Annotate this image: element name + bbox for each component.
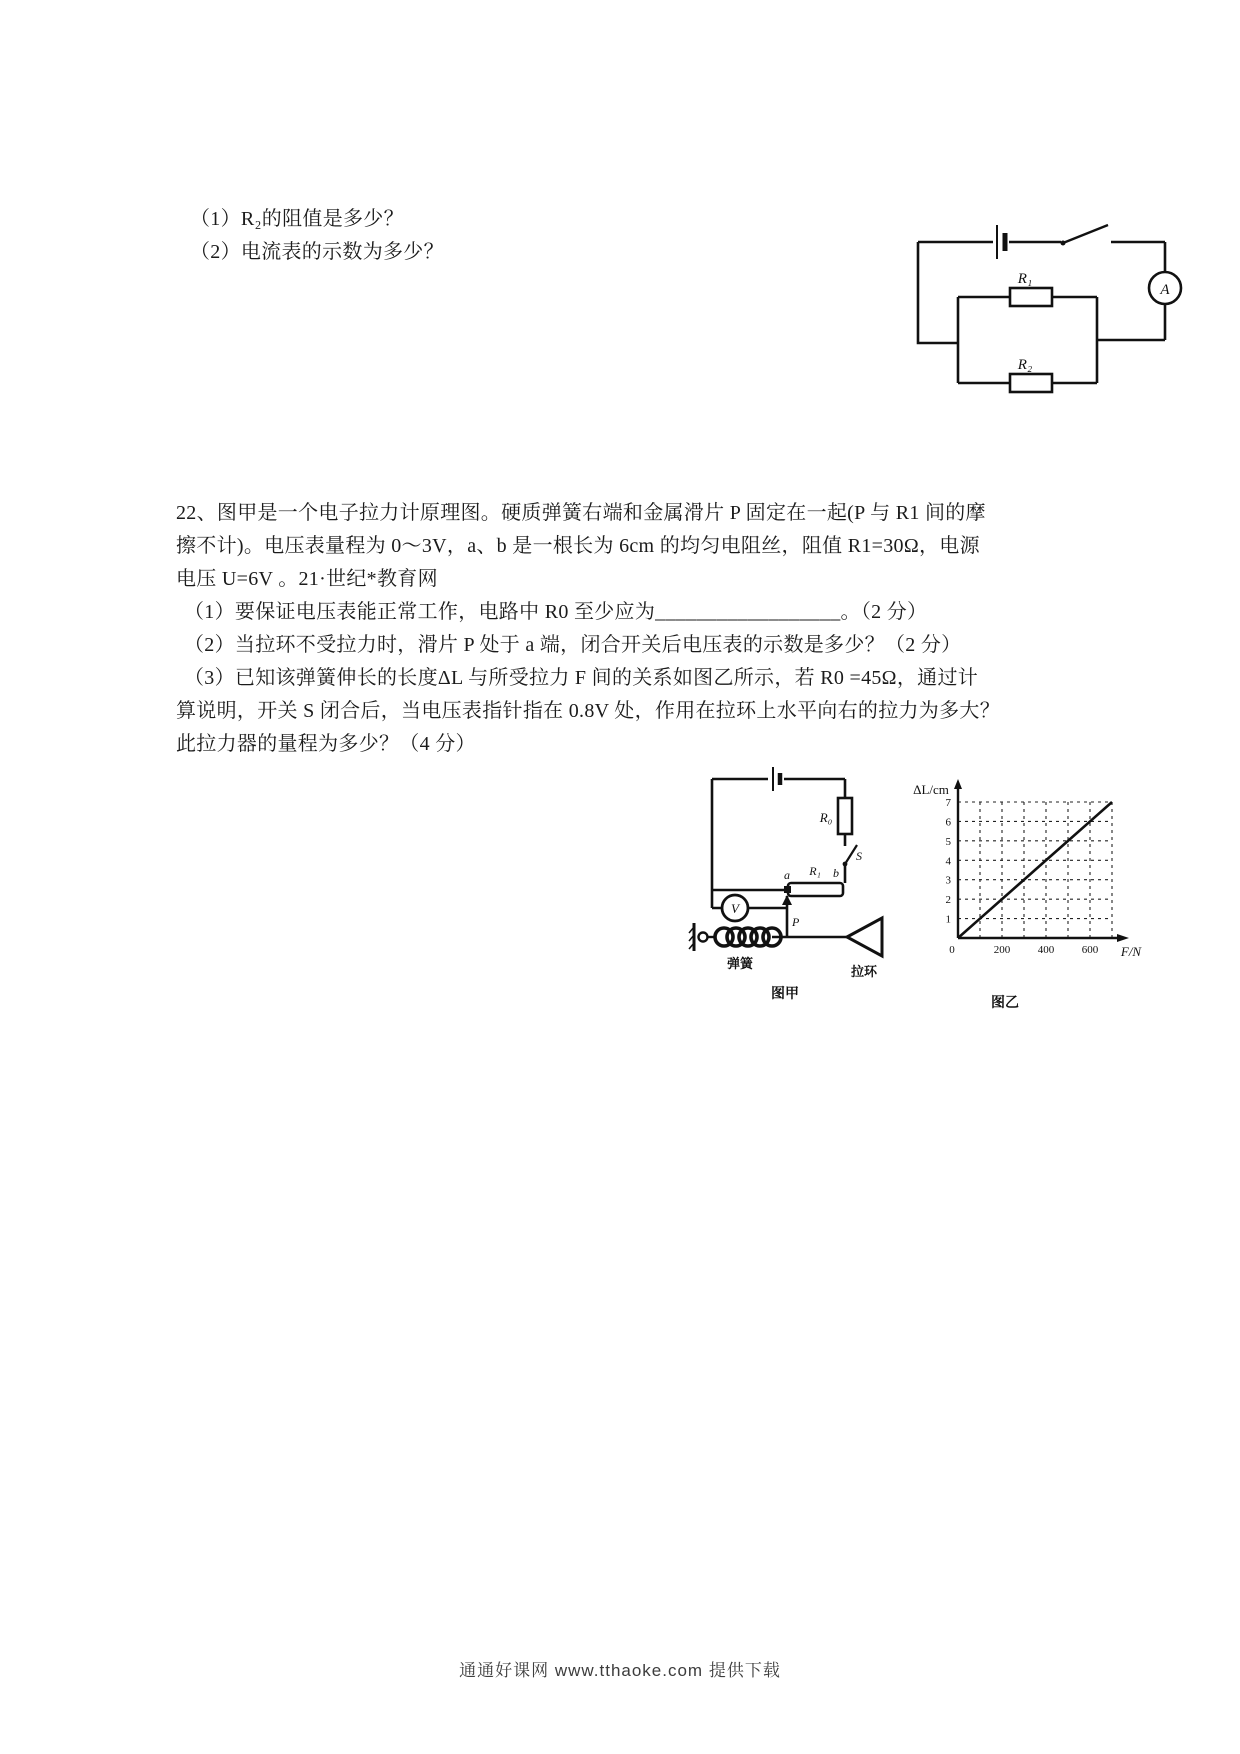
battery-icon <box>773 767 780 791</box>
slider-p-label: P <box>792 915 800 929</box>
wire-r1-label: R₁ <box>809 864 821 878</box>
q22-line: 算说明，开关 S 闭合后，当电压表指针指在 0.8V 处，作用在拉环上水平向右的拉力为多大？ <box>176 700 1001 722</box>
resistor-r1 <box>1010 288 1052 306</box>
figure-jia-diagram <box>688 762 913 1010</box>
resistor-r2-label: R₂ <box>1017 357 1033 373</box>
x-axis-arrow-icon <box>1117 934 1129 942</box>
x-tick-label: 600 <box>1081 944 1099 956</box>
q22-line: 22、图甲是一个电子拉力计原理图。硬质弹簧右端和金属滑片 P 固定在一起(P 与 R1 间的摩 <box>176 502 986 524</box>
footer-site-credit: 通通好课网 www.tthaoke.com 提供下载 <box>459 1661 781 1680</box>
resistor-r0 <box>838 798 852 834</box>
chart-ticks <box>946 797 1099 956</box>
spring-label: 弹簧 <box>726 956 754 971</box>
terminal-b-label: b <box>833 866 839 880</box>
y-tick-label: 5 <box>945 835 951 848</box>
x-axis-label: F/N <box>1120 944 1142 959</box>
wall-anchor-icon <box>689 923 716 951</box>
question21-part1: （1）R₂的阻值是多少？ <box>190 208 404 230</box>
x-tick-label: 0 <box>949 944 955 956</box>
y-tick-label: 6 <box>945 816 951 829</box>
q22-sub3: （3）已知该弹簧伸长的长度ΔL 与所受拉力 F 间的关系如图乙所示，若 R0 =45Ω，通过计 <box>184 667 979 689</box>
resistor-r2 <box>1010 374 1052 392</box>
y-tick-label: 4 <box>945 855 951 868</box>
chart-series <box>958 802 1112 938</box>
figure-yi-caption: 图乙 <box>991 996 1019 1011</box>
resistance-wire-ab <box>784 883 843 896</box>
ammeter-label: A <box>1160 282 1170 298</box>
figure-yi-chart <box>905 775 1150 1013</box>
pull-ring-label: 拉环 <box>850 964 878 979</box>
y-tick-label: 3 <box>945 874 951 887</box>
data-line <box>958 802 1112 938</box>
q22-line: 此拉力器的量程为多少？（4 分） <box>176 733 476 755</box>
q22-sub2: （2）当拉环不受拉力时，滑片 P 处于 a 端，闭合开关后电压表的示数是多少？（2 分） <box>184 634 962 656</box>
y-axis-label: ΔL/cm <box>913 782 949 797</box>
y-tick-label: 1 <box>945 913 951 926</box>
y-axis-arrow-icon <box>954 779 962 789</box>
x-tick-label: 400 <box>1037 944 1055 956</box>
voltmeter-label: V <box>731 901 739 916</box>
resistor-r1-label: R₁ <box>1017 271 1033 287</box>
question21-part2: （2）电流表的示数为多少？ <box>190 241 444 263</box>
y-tick-label: 2 <box>945 894 951 907</box>
q22-line: 擦不计)。电压表量程为 0～3V，a、b 是一根长为 6cm 的均匀电阻丝，阻值 R1=30Ω，电源 <box>176 535 980 557</box>
q22-line: 电压 U=6V 。21·世纪*教育网 <box>176 568 438 590</box>
circuit1-wires <box>918 242 1165 383</box>
switch-icon <box>1061 225 1109 246</box>
x-tick-label: 200 <box>993 944 1011 956</box>
terminal-a-label: a <box>784 868 790 882</box>
circuit-diagram-q21 <box>905 195 1195 407</box>
battery-icon <box>997 225 1005 259</box>
switch-label: S <box>856 849 862 863</box>
switch-icon <box>843 845 857 866</box>
pull-ring-icon <box>847 918 882 956</box>
resistor-r0-label: R₀ <box>819 810 833 825</box>
q22-sub1: （1）要保证电压表能正常工作，电路中 R0 至少应为__________________。（2 分） <box>184 601 928 623</box>
y-tick-label: 7 <box>945 797 951 809</box>
spring-coil-icon <box>715 928 781 946</box>
question22-text <box>176 497 1116 761</box>
figure-jia-caption: 图甲 <box>771 987 799 1002</box>
